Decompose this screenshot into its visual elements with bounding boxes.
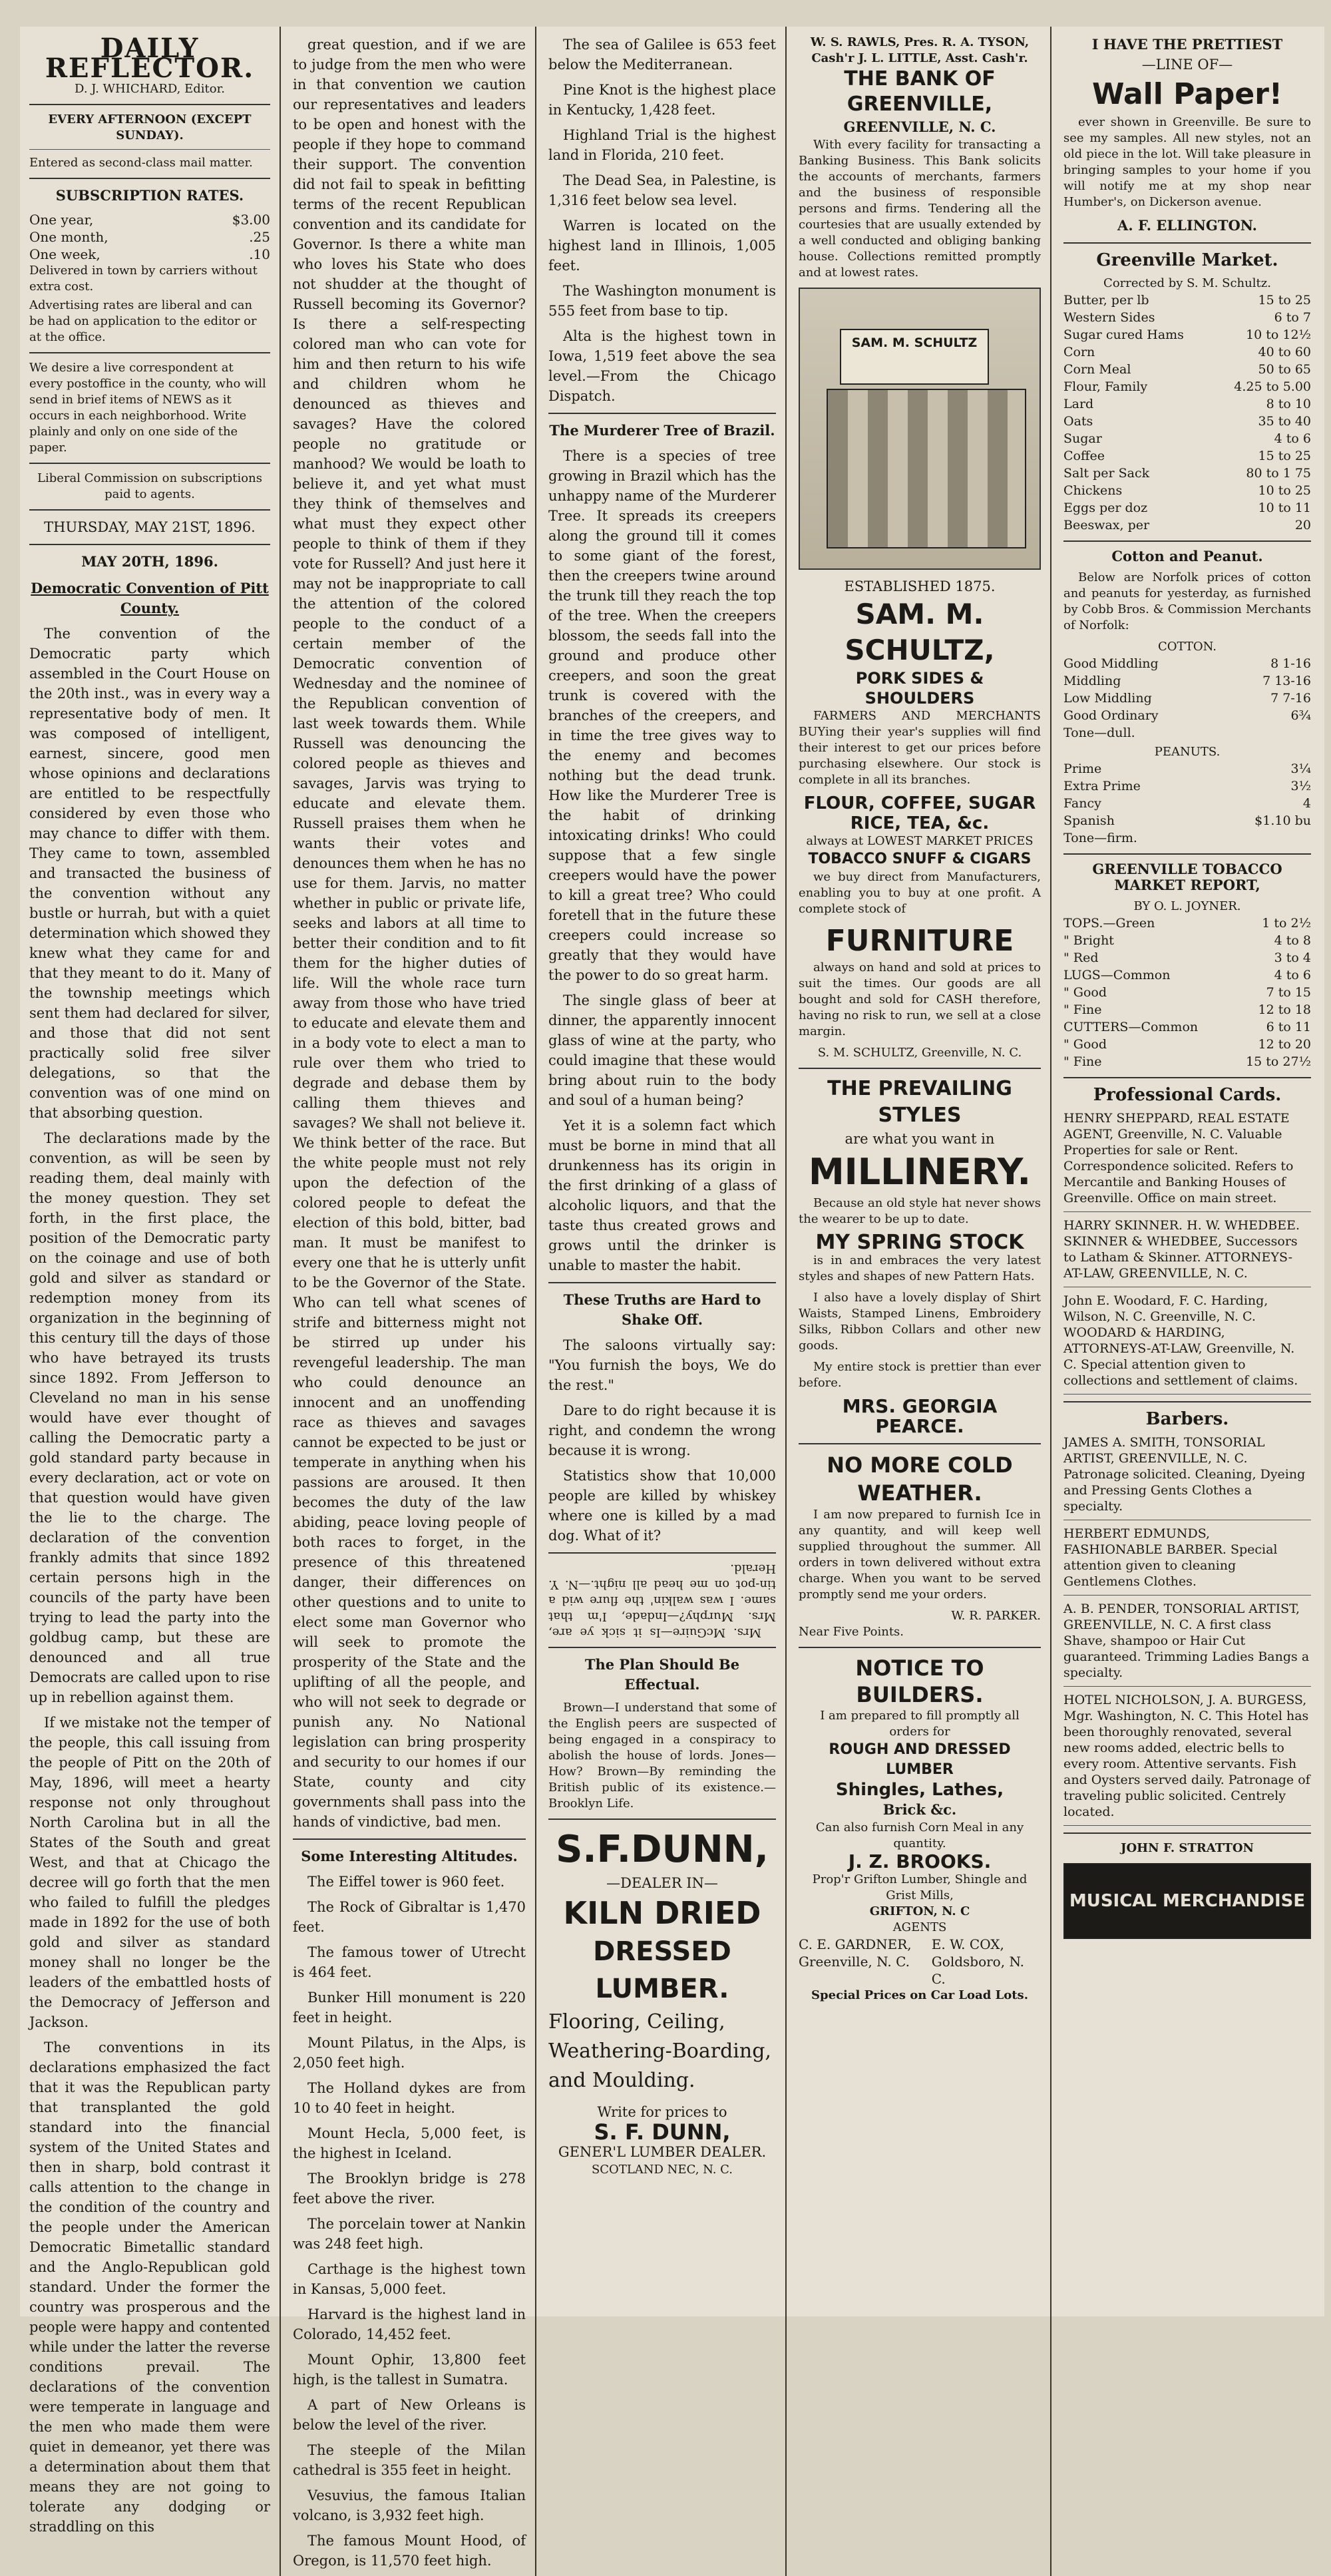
wallpaper-text: ever shown in Greenville. Be sure to see my samples. All new styles, not an old piece in the lot. Will take pleasure in bringing samples to your home if you will notify me at my shop near Humber's, on Dickerson avenue. (1063, 115, 1311, 209)
market-row-item: Corn Meal (1063, 362, 1131, 377)
subscription-rates (29, 211, 270, 263)
tobacco-row-item: CUTTERS—Common (1063, 1020, 1199, 1034)
dateline: THURSDAY, MAY 21ST, 1896. (44, 519, 256, 535)
convention-paragraph: The conventions in its declarations emphasized the fact that it was the Republican party that transplanted the gold standard into the financial system of the United States and then in sharp, bold contrast it calls attention to the change in the condition of the country and the people under the American Democratic Bimetallic standard and the Anglo-Republican gold standard. Under the former the country was prosperous and the people were happy and contented while under the latter the reverse conditions prevail. The declarations of the convention were temperate in language and the men who made them were quiet in demeanor, yet there was a determination about them that means they are not going to tolerate any dodging or straddling on this (29, 2039, 270, 2535)
weather-head: NO MORE COLD WEATHER. (827, 1452, 1013, 1506)
subscription-note-4: Liberal Commission on subscriptions paid to agents. (37, 471, 262, 501)
rate-row (29, 246, 270, 263)
tobacco-row (1063, 1001, 1311, 1018)
subscription-note-3: We desire a live correspondent at every postoffice in the county, who will send in brief items of NEWS as it occurs in each neighborhood. Write plainly and only on one side of the paper. (29, 361, 266, 455)
altitude-item: The Holland dykes are from 10 to 40 feet in height. (293, 2080, 526, 2116)
tobacco-row (1063, 949, 1311, 966)
market-table (1063, 292, 1311, 534)
store-building-icon (827, 389, 1026, 548)
schultz-sig: S. M. SCHULTZ, Greenville, N. C. (817, 1046, 1022, 1060)
millinery-text2: is in and embraces the very latest styles and shapes of new Pattern Hats. (799, 1253, 1041, 1283)
builders-text: I am prepared to fill promptly all orders for (820, 1709, 1020, 1739)
peanut-row (1063, 760, 1311, 777)
wallpaper-sig: A. F. ELLINGTON. (1117, 217, 1257, 234)
market-corrected: Corrected by S. M. Schultz. (1103, 276, 1271, 290)
schultz-goods1: FLOUR, COFFEE, SUGAR (803, 793, 1036, 813)
masthead-entered: Entered as second-class mail matter. (29, 156, 253, 170)
bank-name: THE BANK OF GREENVILLE, (844, 67, 996, 116)
subscription-note-2: Advertising rates are liberal and can be had on application to the editor or at the office. (29, 298, 257, 344)
tobacco-row-item: " Good (1063, 1037, 1107, 1052)
schultz-name: SAM. M. SCHULTZ, (845, 598, 995, 666)
peanut-row-item: Tone—firm. (1063, 831, 1137, 845)
market-row-price: 4 to 6 (1274, 431, 1311, 446)
cotton-row (1063, 724, 1311, 742)
tobacco-row-item: " Bright (1063, 933, 1114, 948)
market-row (1063, 326, 1311, 343)
tobacco-row-price: 6 to 11 (1266, 1020, 1311, 1034)
market-row-price: 10 to 11 (1258, 501, 1311, 515)
cotton-row-item: Low Middling (1063, 691, 1152, 706)
weather-place: Near Five Points. (799, 1625, 904, 1639)
altitude-item: The porcelain tower at Nankin was 248 feet high. (293, 2216, 526, 2252)
altitude-item: The famous tower of Utrecht is 464 feet. (293, 1944, 526, 1980)
tobacco-row-price: 15 to 27½ (1246, 1054, 1311, 1069)
tobacco-row-price: 7 to 15 (1266, 985, 1311, 1000)
market-row (1063, 430, 1311, 447)
schultz-furniture: FURNITURE (825, 924, 1014, 958)
schultz-text2: we buy direct from Manufacturers, enabling you to buy at one profit. A complete stock of (799, 870, 1041, 916)
schultz-text: FARMERS AND MERCHANTS BUYing their year's supplies will find their interest to get our prices before purchasing elsewhere. Our stock is complete in all its branches. (799, 709, 1041, 787)
tobacco-row-item: LUGS—Common (1063, 968, 1171, 982)
millinery-text4: My entire stock is prettier than ever before. (799, 1360, 1041, 1390)
truths-heading: These Truths are Hard to Shake Off. (563, 1291, 761, 1328)
dunn-line2: DRESSED LUMBER. (593, 1936, 731, 2004)
market-row-price: 10 to 25 (1258, 483, 1311, 498)
millinery-text3: I also have a lovely display of Shirt Waists, Stamped Linens, Embroidery Silks, Ribbon Collars and other new goods. (799, 1291, 1041, 1353)
peanut-row-item: Spanish (1063, 813, 1115, 828)
altitude-item: The famous Mount Hood, of Oregon, is 11,570 feet high. (293, 2533, 526, 2569)
market-row-price: 50 to 65 (1258, 362, 1311, 377)
rate-row (29, 228, 270, 246)
altitude-item: Highland Trial is the highest land in Florida, 210 feet. (548, 127, 776, 163)
weather-text: I am now prepared to furnish Ice in any quantity, and will keep well supplied throughout the summer. All orders in town delivered without extra charge. When you want to be served promptly send me your orders. (799, 1508, 1041, 1602)
peanut-table (1063, 760, 1311, 847)
schultz-text3: always on hand and sold at prices to suit the times. Our goods are all bought and sold for CASH therefore, having no risk to run, we sell at a close margin. (799, 961, 1041, 1038)
professional-card: HENRY SHEPPARD, REAL ESTATE AGENT, Greenville, N. C. Valuable Properties for sale or Rent. Correspondence solicited. Refers to Mercantile and Banking Houses of Greenville. Office on main street. (1063, 1111, 1294, 1205)
schultz-line: PORK SIDES & SHOULDERS (855, 669, 984, 708)
builders-agent1: C. E. GARDNER, Greenville, N. C. (799, 1936, 912, 1970)
tobacco-row-item: TOPS.—Green (1063, 916, 1155, 931)
tobacco-row (1063, 915, 1311, 932)
market-row (1063, 499, 1311, 517)
altitude-item: The Brooklyn bridge is 278 feet above the river. (293, 2171, 526, 2207)
cotton-row-price: 7 13-16 (1262, 674, 1311, 688)
masthead-editor: D. J. WHICHARD, Editor. (75, 82, 225, 96)
altitude-item: Harvard is the highest land in Colorado, 14,452 feet. (293, 2306, 526, 2342)
rate-value: .25 (249, 229, 270, 245)
masthead-schedule: EVERY AFTERNOON (EXCEPT SUNDAY). (48, 112, 252, 142)
schultz-prices: always at LOWEST MARKET PRICES (806, 834, 1034, 848)
tobacco-row-price: 1 to 2½ (1262, 916, 1311, 931)
market-row-price: 8 to 10 (1266, 397, 1311, 411)
tobacco-row (1063, 966, 1311, 984)
rate-label: One year, (29, 212, 94, 228)
altitude-item: Mount Ophir, 13,800 feet high, is the tallest in Sumatra. (293, 2352, 526, 2388)
cotton-heading: Cotton and Peanut. (1111, 548, 1263, 564)
dunn-dealer: —DEALER IN— (606, 1875, 718, 1891)
builders-agent2: E. W. COX, Goldsboro, N. C. (931, 1936, 1025, 1987)
schultz-store-sign: SAM. M. SCHULTZ (840, 329, 989, 385)
peanut-row-price: 3½ (1290, 779, 1311, 793)
tobacco-row-price: 12 to 18 (1258, 1002, 1311, 1017)
market-row (1063, 343, 1311, 361)
cotton-row (1063, 655, 1311, 672)
convention-text-col1 (29, 624, 270, 2537)
tobacco-row-item: " Fine (1063, 1054, 1102, 1069)
market-row-price: 40 to 60 (1258, 345, 1311, 359)
peanut-row-price: 4 (1302, 796, 1311, 811)
builders-special: Special Prices on Car Load Lots. (811, 1988, 1028, 2002)
builders-line1: ROUGH AND DRESSED LUMBER (829, 1741, 1011, 1778)
cotton-table (1063, 655, 1311, 742)
market-row-price: 4.25 to 5.00 (1234, 379, 1311, 394)
convention-paragraph: The declarations made by the convention, as will be seen by reading them, deal mainly with the money question. They set forth, in the first place, the position of the Democratic party on the coinage and use of both gold and silver as standard or redemption money from its organization in the beginning of this century till the days of those who have betrayed its trusts since 1892. From Jefferson to Cleveland no man in his sense would have ever thought of calling the Democratic party a gold standard party because in every declaration, act or vote on that question would have given the lie to the charge. The declaration of the convention frankly admits that since 1892 certain persons high in the councils of the party have been trying to lead the party into the goldbug camp, but these are denounced and all true Democrats are called upon to rise up in rebellion against them. (29, 1130, 270, 1705)
market-row-item: Chickens (1063, 483, 1123, 498)
column-1 (20, 27, 281, 2576)
truths-paragraph: Dare to do right because it is right, and condemn the wrong because it is wrong. (548, 1402, 776, 1458)
altitude-item: Carthage is the highest town in Kansas, 5,000 feet. (293, 2261, 526, 2297)
column-3 (539, 27, 787, 2576)
market-row-price: 15 to 25 (1258, 293, 1311, 308)
tobacco-row (1063, 1053, 1311, 1070)
wallpaper-line1: I HAVE THE PRETTIEST (1091, 36, 1283, 53)
wallpaper-name: Wall Paper! (1092, 77, 1282, 111)
altitude-item: Pine Knot is the highest place in Kentucky, 1,428 feet. (548, 82, 776, 118)
cotton-row-price: 8 1-16 (1270, 656, 1311, 671)
barbers-heading: Barbers. (1145, 1409, 1229, 1429)
dunn-items: Flooring, Ceiling, Weathering-Boarding, and Moulding. (548, 2010, 771, 2092)
murderer-tree-heading: The Murderer Tree of Brazil. (549, 422, 775, 439)
subscription-heading: SUBSCRIPTION RATES. (55, 187, 244, 204)
builders-place: GRIFTON, N. C (869, 1904, 970, 1918)
schultz-tobacco: TOBACCO SNUFF & CIGARS (808, 851, 1032, 867)
column-4 (789, 27, 1051, 2576)
millinery-head: THE PREVAILING STYLES (827, 1077, 1012, 1127)
murderer-tree-paragraph: Yet it is a solemn fact which must be borne in mind that all drunkenness has its origin in the first drinking of a glass of alcoholic liquors, and that the taste thus created grows and grows until the drinker is unable to master the habit. (548, 1118, 776, 1273)
weather-sig: W. R. PARKER. (951, 1609, 1041, 1623)
murderer-tree-text (548, 446, 776, 1275)
barber-card: HOTEL NICHOLSON, J. A. BURGESS, Mgr. Washington, N. C. This Hotel has been thoroughly renovated, several new rooms added, electric bells to every room. Attentive servants. Fish and Oysters served daily. Patronage of traveling public solicited. Centrely located. (1063, 1693, 1310, 1819)
altitudes-list-col3 (548, 35, 776, 406)
tobacco-row (1063, 1036, 1311, 1053)
altitude-item: Warren is located on the highest land in Illinois, 1,005 feet. (548, 218, 776, 274)
cotton-sub2: PEANUTS. (1154, 745, 1221, 759)
millinery-text1: Because an old style hat never shows the wearer to be up to date. (799, 1196, 1041, 1226)
market-row-item: Sugar (1063, 431, 1102, 446)
market-row-item: Beeswax, per (1063, 518, 1150, 533)
altitude-item: Alta is the highest town in Iowa, 1,519 feet above the sea level.—From the Chicago Dispatch. (548, 328, 776, 404)
builders-line3: Brick &c. (882, 1801, 957, 1818)
tobacco-row (1063, 932, 1311, 949)
rate-row (29, 211, 270, 228)
altitude-item: A part of New Orleans is below the level of the river. (293, 2397, 526, 2433)
millinery-name: MILLINERY. (808, 1151, 1032, 1193)
altitude-item: The Rock of Gibraltar is 1,470 feet. (293, 1899, 526, 1935)
market-row-item: Oats (1063, 414, 1093, 429)
market-row-item: Flour, Family (1063, 379, 1148, 394)
bank-text: With every facility for transacting a Banking Business. This Bank solicits the accounts of merchants, farmers and the business of responsible persons and firms. Tendering all the courtesies that are usually extended by a well conducted and obliging banking house. Collections remitted promptly and at lowest rates. (799, 138, 1041, 280)
builders-text3: Prop'r Grifton Lumber, Shingle and Grist Mills, (812, 1872, 1028, 1902)
rate-value: $3.00 (232, 212, 270, 228)
market-row-price: 20 (1294, 518, 1311, 533)
convention-paragraph: The convention of the Democratic party which assembled in the Court House on the 20th inst., was in every way a representative body of men. It was composed of intelligent, earnest, sincere, good men whose opinions and declarations are entitled to be respectfully considered by even those who may chance to differ with them. They came to town, assembled and transacted the business of the convention without any bustle or hurrah, but with a quiet determination which showed they knew what they came for and that they meant to do it. Many of the township meetings which sent them had declared for silver, and those that did not sent practically solid free silver delegations, so that the convention was of one mind on that absorbing question. (29, 626, 270, 1121)
professional-card: HARRY SKINNER. H. W. WHEDBEE. SKINNER & WHEDBEE, Successors to Latham & Skinner. ATTORNEYS-AT-LAW, GREENVILLE, N. C. (1063, 1218, 1300, 1281)
market-row (1063, 413, 1311, 430)
altitudes-list-col2 (293, 1872, 526, 2571)
market-row-item: Coffee (1063, 449, 1105, 463)
rate-label: One week, (29, 246, 100, 262)
builders-agents: AGENTS (892, 1920, 947, 1934)
market-row-price: 80 to 1 75 (1246, 466, 1311, 481)
tobacco-row-price: 3 to 4 (1274, 951, 1311, 965)
dunn-write: Write for prices to (597, 2104, 727, 2120)
builders-text2: Can also furnish Corn Meal in any quantity. (815, 1821, 1024, 1850)
tobacco-table (1063, 915, 1311, 1070)
market-row-item: Sugar cured Hams (1063, 327, 1184, 342)
market-row (1063, 482, 1311, 499)
altitudes-heading: Some Interesting Altitudes. (301, 1848, 518, 1864)
subscription-note-1: Delivered in town by carriers without extra cost. (29, 264, 258, 294)
murderer-tree-paragraph: There is a species of tree growing in Brazil which has the unhappy name of the Murderer Tree. It spreads its creepers along the ground till it comes to some giant of the forest, then the creepers twine around the trunk till they reach the top of the tree. When the creepers blossom, the seeds fall into the ground and produce other creepers, and soon the great trunk is covered with the branches of the creepers, and in time the tree gives way to the enemy and becomes nothing but the dead trunk. How like the Murderer Tree is the habit of drinking intoxicating drinks! Who could suppose that a few single creepers would have the power to kill a great tree? Who could foretell that in the future these creepers could increase so greatly that they would have the power to do so great harm. (548, 448, 776, 983)
dunn-line1: KILN DRIED (563, 1895, 761, 1931)
dunn-place: SCOTLAND NEC, N. C. (591, 2163, 733, 2177)
tobacco-row-price: 4 to 6 (1274, 968, 1311, 982)
altitude-item: The steeple of the Milan cathedral is 355 feet in height. (293, 2442, 526, 2478)
column-2 (284, 27, 536, 2576)
cotton-sub1: COTTON. (1158, 640, 1217, 654)
inverted-note: Mrs. McGuire—Is it sick ye are, Mrs. Murphy?—Indade, I'm that same. I was walkin' the flure wid a tin-pot on me head all night.—N. Y. Herald. (548, 1562, 776, 1639)
millinery-stock: MY SPRING STOCK (815, 1231, 1024, 1254)
cotton-row-item: Good Ordinary (1063, 708, 1159, 723)
column-5 (1054, 27, 1320, 2576)
convention-paragraph: great question, and if we are to judge from the men who were in that convention we caution our representatives and leaders to be open and honest with the people if they hope to command their support. The convention did not fail to speak in befitting terms of the recent Republican convention and its candidate for Governor. Is there a white man who loves his State who does not shudder at the thought of Russell becoming its Governor? Is there a self-respecting colored man who can vote for him and then return to his wife and children whom he denounced as thieves and savages? Have the colored people no gratitude or manhood? We would be loath to believe it, and yet what must they think of themselves and what must they expect other people to think of them if they vote for Russell? And just here it may not be inappropriate to call the attention of the colored people to the conduct of a certain member of the Democratic convention of Wednesday and the nominee of the Republican convention of last week towards them. While Russell was denouncing the colored people as thieves and savages, Jarvis was trying to educate and elevate them. Russell praises them when he wants their votes and denounces them when he has no use for them. Jarvis, no matter whether in public or private life, seeks and labors at all time to better their condition and to fit them for the higher duties of life. Will the whole race turn away from those who have tried to educate and elevate them and in a body vote to elect a man to rule over them who tried to degrade and debase them by calling them thieves and savages? We shall not believe it. We think better of the race. But the white people must not rely upon the defection of the colored people to defeat the election of this bold, bitter, bad man. It must be manifest to every one that he is utterly unfit to be the Governor of the State. Who can tell what scenes of strife and bitterness might not be stirred up under his revengeful leadership. The man who could denounce an innocent and an unoffending race as thieves and savages cannot be expected to be just or temperate in anything when his passions are aroused. It then becomes the duty of the law abiding, peace loving people of both races to forget, in the presence of this threatened danger, their differences on other questions and to unite to elect some man Governor who will seek to promote the prosperity of the State and the uplifting of all the people, and who will not seek to degrade or punish any. No National legislation can bring prosperity and security to our homes if our State, county and city governments shall pass into the hands of vindictive, bad men. (293, 37, 526, 1830)
cotton-row-price: 6¾ (1290, 708, 1311, 723)
wallpaper-line2: —LINE OF— (1141, 57, 1233, 73)
tobacco-market-heading: GREENVILLE TOBACCO MARKET REPORT, (1092, 861, 1282, 893)
tobacco-row (1063, 984, 1311, 1001)
convention-text-col2 (293, 35, 526, 1832)
schultz-goods2: RICE, TEA, &c. (850, 813, 990, 833)
cotton-row (1063, 672, 1311, 690)
peanut-row-price: 3¼ (1290, 761, 1311, 776)
market-row-price: 6 to 7 (1274, 310, 1311, 325)
market-heading: Greenville Market. (1096, 250, 1278, 270)
bottom-ad-name: JOHN F. STRATTON (1120, 1841, 1254, 1855)
dunn-name2: S. F. DUNN, (594, 2119, 731, 2145)
tobacco-row-item: " Red (1063, 951, 1099, 965)
altitude-item: The sea of Galilee is 653 feet below the Mediterranean. (548, 37, 776, 73)
cotton-row-item: Middling (1063, 674, 1121, 688)
convention-paragraph: If we mistake not the temper of the people, this call issuing from the people of Pitt on the 20th of May, 1896, will meet a hearty response not only throughout North Carolina but in all the States of the South and great West, and that at Chicago the decree will go forth that the men who failed to fulfill the pledges made in 1892 for the use of both gold and silver as standard money shall no longer be the leaders of the embattled hosts of the Democracy of Jefferson and Jackson. (29, 1715, 270, 2030)
cotton-row-item: Good Middling (1063, 656, 1159, 671)
cotton-text: Below are Norfolk prices of cotton and peanuts for yesterday, as furnished by Cobb Bros. & Commission Merchants of Norfolk: (1063, 570, 1311, 632)
market-row (1063, 517, 1311, 534)
tobacco-row-price: 12 to 20 (1258, 1037, 1311, 1052)
bottom-ad-text: MUSICAL MERCHANDISE (1069, 1891, 1306, 1911)
cotton-row-price: 7 7-16 (1270, 691, 1311, 706)
altitude-item: Mount Hecla, 5,000 feet, is the highest in Iceland. (293, 2125, 526, 2161)
cotton-row (1063, 707, 1311, 724)
dunn-name: S.F.DUNN, (556, 1828, 769, 1871)
market-row-price: 10 to 12½ (1246, 327, 1311, 342)
newspaper-page (20, 27, 1324, 2569)
dunn-title: GENER'L LUMBER DEALER. (558, 2144, 767, 2160)
peanut-row (1063, 795, 1311, 812)
bank-place: GREENVILLE, N. C. (843, 118, 996, 135)
professional-card: John E. Woodard, F. C. Harding, Wilson, N. C. Greenville, N. C. WOODARD & HARDING, ATTORNEYS-AT-LAW, Greenville, N. C. Special attention given to collections and settlement of claims. (1063, 1293, 1298, 1388)
truths-paragraph: The saloons virtually say: "You furnish the boys, We do the rest." (548, 1337, 776, 1393)
bottom-ad-logo (1063, 1863, 1311, 1939)
market-row (1063, 447, 1311, 465)
convention-date: MAY 20TH, 1896. (81, 553, 218, 570)
builders-name: J. Z. BROOKS. (848, 1850, 992, 1872)
peanut-row-price: $1.10 bu (1254, 813, 1311, 828)
market-row (1063, 309, 1311, 326)
schultz-store-illustration (799, 288, 1041, 570)
peanut-row (1063, 812, 1311, 829)
market-row (1063, 292, 1311, 309)
murderer-tree-paragraph: The single glass of beer at dinner, the apparently innocent glass of wine at the party, who could imagine that these would bring about ruin to the body and soul of a human being? (548, 992, 776, 1108)
tobacco-row-item: " Fine (1063, 1002, 1102, 1017)
market-row-item: Salt per Sack (1063, 466, 1150, 481)
builders-head: NOTICE TO BUILDERS. (855, 1655, 984, 1707)
peanut-row-item: Extra Prime (1063, 779, 1141, 793)
schultz-established: ESTABLISHED 1875. (844, 578, 996, 594)
peanut-row-item: Fancy (1063, 796, 1101, 811)
tobacco-row-item: " Good (1063, 985, 1107, 1000)
altitude-item: The Eiffel tower is 960 feet. (307, 1874, 505, 1890)
plan-text: Brown—I understand that some of the English peers are suspected of being engaged in a conspiracy to abolish the house of lords. Jones—How? Brown—By reminding the British public of its existence.—Brooklyn Life. (548, 1701, 776, 1811)
market-row (1063, 378, 1311, 395)
altitude-item: Mount Pilatus, in the Alps, is 2,050 feet high. (293, 2035, 526, 2071)
rate-label: One month, (29, 229, 108, 245)
builders-agent-row (799, 1936, 1041, 1988)
market-row-item: Western Sides (1063, 310, 1155, 325)
professional-cards (1063, 1110, 1311, 1395)
market-row-item: Eggs per doz (1063, 501, 1148, 515)
barber-card: JAMES A. SMITH, TONSORIAL ARTIST, GREENVILLE, N. C. Patronage solicited. Cleaning, Dyeing and Pressing Gents Clothes a specialty. (1063, 1435, 1306, 1514)
altitude-item: Vesuvius, the famous Italian volcano, is 3,932 feet high. (293, 2487, 526, 2523)
tobacco-row (1063, 1018, 1311, 1036)
altitude-item: Bunker Hill monument is 220 feet in height. (293, 1990, 526, 2026)
altitude-item: The Washington monument is 555 feet from base to tip. (548, 283, 776, 319)
truths-text (548, 1335, 776, 1546)
peanut-row-item: Prime (1063, 761, 1102, 776)
truths-paragraph: Statistics show that 10,000 people are killed by whiskey where one is killed by a mad dog. What of it? (548, 1468, 776, 1544)
tobacco-row-price: 4 to 8 (1274, 933, 1311, 948)
peanut-row (1063, 777, 1311, 795)
cotton-row (1063, 690, 1311, 707)
millinery-sub: are what you want in (845, 1131, 995, 1147)
market-row-item: Butter, per lb (1063, 293, 1149, 308)
market-row (1063, 395, 1311, 413)
convention-heading: Democratic Convention of Pitt County. (31, 580, 269, 616)
millinery-sig: MRS. GEORGIA PEARCE. (842, 1395, 998, 1437)
masthead-title: DAILY REFLECTOR. (45, 33, 255, 84)
market-row (1063, 361, 1311, 378)
barber-card: HERBERT EDMUNDS, FASHIONABLE BARBER. Special attention given to cleaning Gentlemens Clothes. (1063, 1526, 1278, 1589)
tobacco-market-by: BY O. L. JOYNER. (1133, 899, 1241, 913)
barber-card: A. B. PENDER, TONSORIAL ARTIST, GREENVILLE, N. C. A first class Shave, shampoo or Hair Cut guaranteed. Trimming Ladies Bangs a specialty. (1063, 1602, 1310, 1680)
professional-heading: Professional Cards. (1093, 1085, 1282, 1105)
bank-officers: W. S. RAWLS, Pres. R. A. TYSON, Cash'r J. L. LITTLE, Asst. Cash'r. (810, 35, 1030, 65)
market-row-price: 15 to 25 (1258, 449, 1311, 463)
altitude-item: The Dead Sea, in Palestine, is 1,316 feet below sea level. (548, 172, 776, 208)
barber-cards (1063, 1434, 1311, 1826)
market-row (1063, 465, 1311, 482)
market-row-price: 35 to 40 (1258, 414, 1311, 429)
rate-value: .10 (249, 246, 270, 262)
builders-line2: Shingles, Lathes, (835, 1780, 1004, 1800)
peanut-row (1063, 829, 1311, 847)
market-row-item: Corn (1063, 345, 1095, 359)
plan-heading: The Plan Should Be Effectual. (584, 1656, 740, 1693)
market-row-item: Lard (1063, 397, 1094, 411)
cotton-row-item: Tone—dull. (1063, 726, 1135, 740)
